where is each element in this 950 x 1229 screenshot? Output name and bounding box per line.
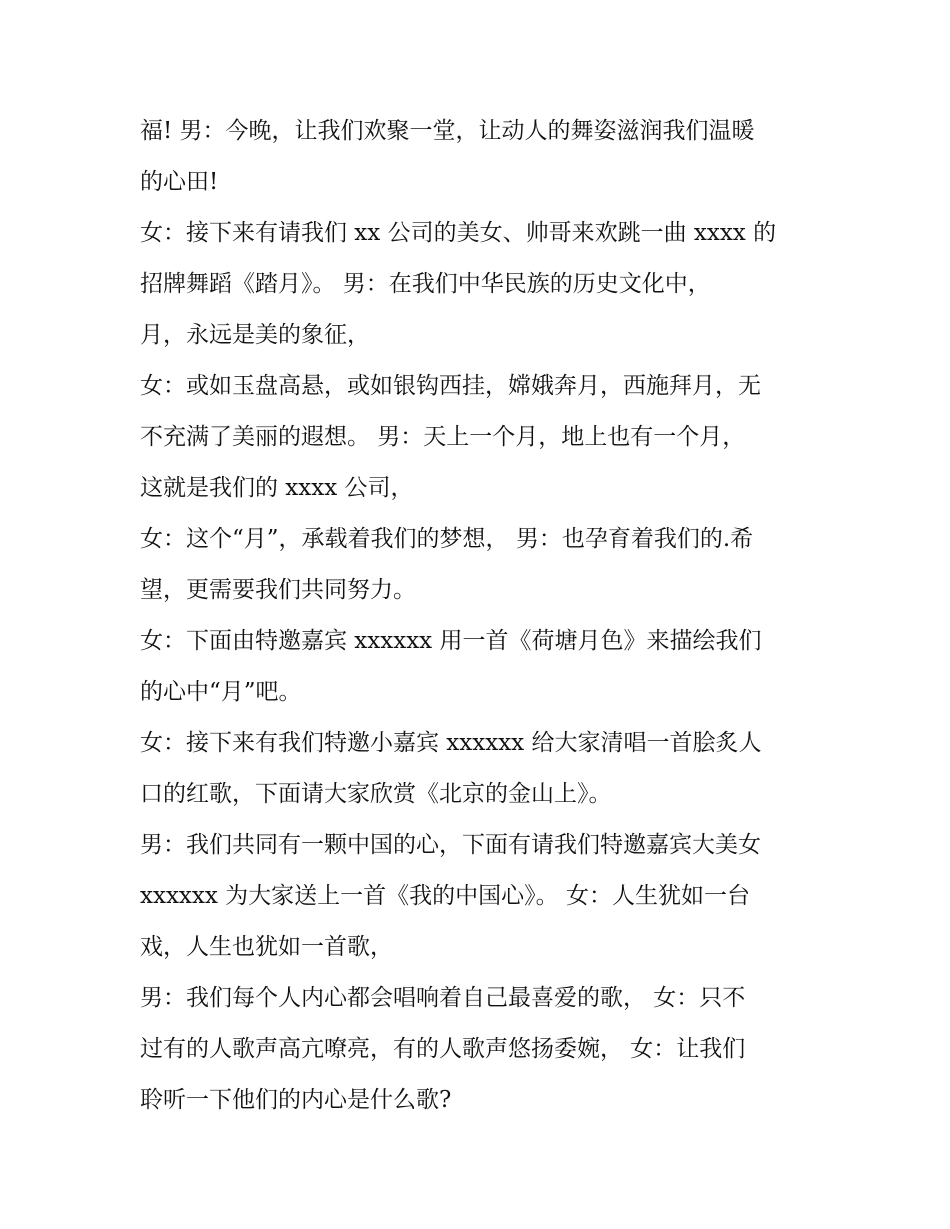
text-line: 女：下面由特邀嘉宾 xxxxxx 用一首《荷塘月色》来描绘我们: [140, 628, 762, 654]
text-line: 月，永远是美的象征，: [140, 322, 370, 348]
text-line: 男：我们共同有一颗中国的心，下面有请我们特邀嘉宾大美女: [140, 832, 761, 858]
text-line: 的心田!: [140, 169, 219, 195]
text-line: 福! 男：今晚，让我们欢聚一堂，让动人的舞姿滋润我们温暖: [140, 118, 755, 144]
text-line: 女：接下来有我们特邀小嘉宾 xxxxxx 给大家清唱一首脍炙人: [140, 730, 762, 756]
text-line: 不充满了美丽的遐想。 男：天上一个月，地上也有一个月，: [140, 424, 746, 450]
body-text: [140, 106, 830, 1126]
text-line: 男：我们每个人内心都会唱响着自己最喜爱的歌， 女：只不: [140, 985, 746, 1011]
text-line: 这就是我们的 xxxx 公司，: [140, 475, 414, 501]
text-line: 的心中“月”吧。: [140, 679, 302, 705]
text-line: 女：或如玉盘高悬，或如银钩西挂，嫦娥奔月，西施拜月，无: [140, 373, 761, 399]
text-line: 望，更需要我们共同努力。: [140, 577, 416, 603]
text-line: 过有的人歌声高亢嘹亮，有的人歌声悠扬委婉， 女：让我们: [140, 1036, 746, 1062]
text-line: 女：接下来有请我们 xx 公司的美女、帅哥来欢跳一曲 xxxx 的: [140, 220, 777, 246]
text-line: 口的红歌，下面请大家欣赏《北京的金山上》。: [140, 781, 612, 807]
text-line: 女：这个“月”，承载着我们的梦想， 男：也孕育着我们的.希: [140, 526, 754, 552]
text-line: xxxxxx 为大家送上一首《我的中国心》。 女：人生犹如一台: [140, 883, 750, 909]
text-line: 戏，人生也犹如一首歌，: [140, 934, 393, 960]
text-line: 聆听一下他们的内心是什么歌?: [140, 1087, 452, 1113]
text-line: 招牌舞蹈《踏月》。 男：在我们中华民族的历史文化中，: [140, 271, 711, 297]
